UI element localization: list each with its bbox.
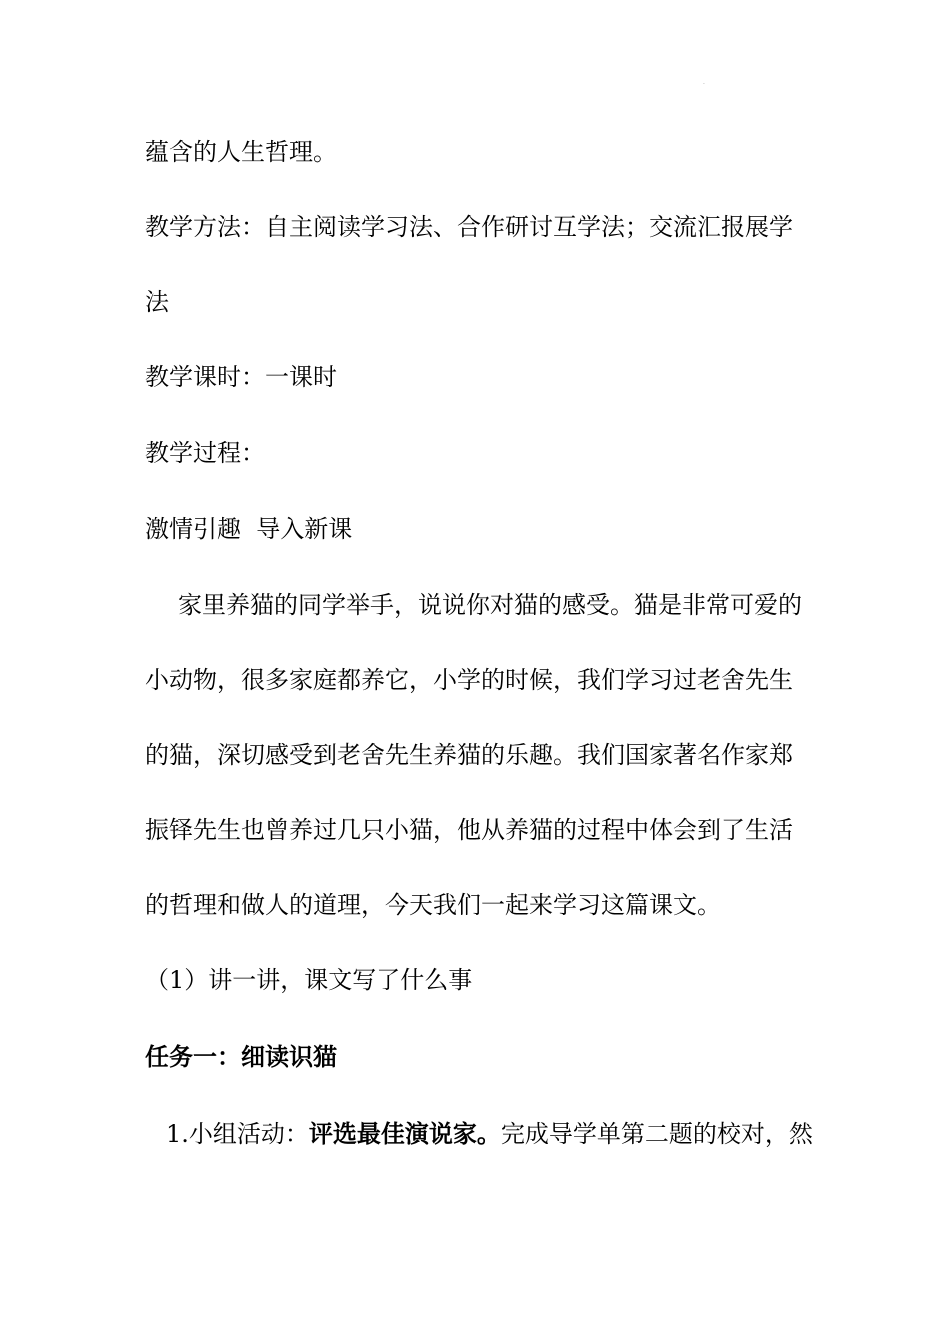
paragraph-line: 的哲理和做人的道理，今天我们一起来学习这篇课文。: [145, 891, 721, 919]
activity-rest: 完成导学单第二题的校对，然: [500, 1120, 813, 1148]
paragraph-line: 家里养猫的同学举手，说说你对猫的感受。猫是非常可爱的: [178, 591, 802, 619]
activity-bold-text: 评选最佳演说家。: [308, 1119, 501, 1148]
class-hours-line: 教学课时：一课时: [145, 363, 337, 391]
teaching-methods-line: 教学方法：自主阅读学习法、合作研讨互学法；交流汇报展学: [145, 213, 793, 241]
paragraph-line: 的猫，深切感受到老舍先生养猫的乐趣。我们国家著名作家郑: [145, 741, 793, 769]
teaching-process-heading: 教学过程：: [145, 439, 265, 467]
activity-prefix: 1.小组活动：: [166, 1120, 309, 1148]
intro-heading: 激情引趣 导入新课: [145, 515, 353, 543]
task-heading: 任务一：细读识猫: [145, 1042, 337, 1071]
paragraph-line: 振铎先生也曾养过几只小猫，他从养猫的过程中体会到了生活: [145, 816, 793, 844]
paragraph-line: 小动物，很多家庭都养它，小学的时候，我们学习过老舍先生: [145, 666, 793, 694]
corner-mark: .: [703, 79, 705, 86]
activity-line: [166, 1118, 836, 1150]
text-line: 蕴含的人生哲理。: [145, 138, 337, 166]
question-line: （1）讲一讲，课文写了什么事: [145, 966, 473, 994]
teaching-methods-line-end: 法: [145, 288, 169, 316]
